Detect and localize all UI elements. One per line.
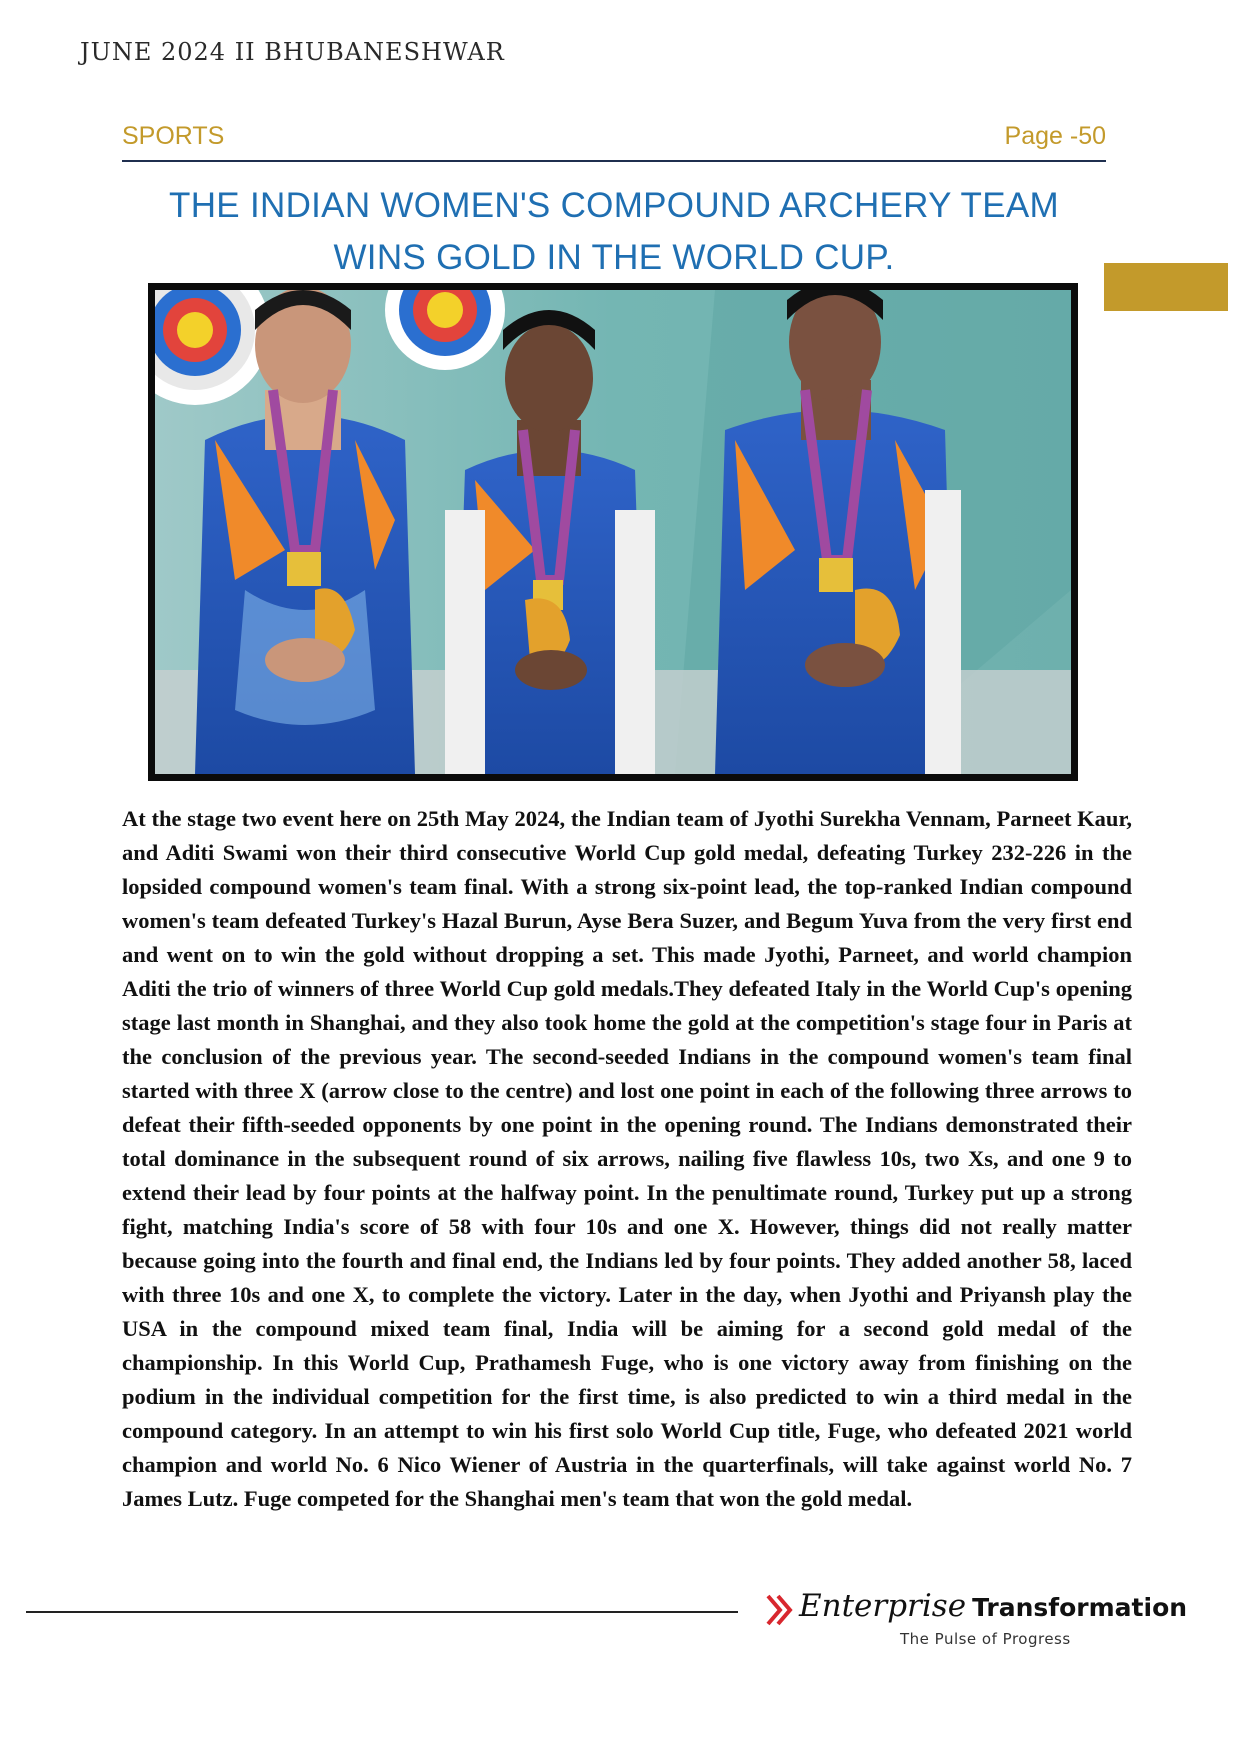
section-header bbox=[122, 122, 1106, 162]
article-headline bbox=[122, 180, 1106, 284]
headline-line-1: THE INDIAN WOMEN'S COMPOUND ARCHERY TEAM bbox=[169, 186, 1059, 225]
team-photo-illustration bbox=[155, 290, 1071, 774]
brand-name bbox=[799, 1588, 1187, 1624]
brand-logo bbox=[766, 1590, 1206, 1650]
brand-word-2: Transformation bbox=[972, 1593, 1188, 1622]
brand-word-1: Enterprise bbox=[799, 1588, 967, 1624]
team-photo bbox=[148, 283, 1078, 781]
section-label: SPORTS bbox=[122, 122, 225, 150]
article-body: At the stage two event here on 25th May 2024, the Indian team of Jyothi Surekha Vennam, Parneet Kaur, and Aditi Swami won their third consecutive World Cup gold medal, defeating Turkey 232-226 in the lopsided compound women's team final. With a strong six-point lead, the top-ranked Indian compound women's team defeated Turkey's Hazal Burun, Ayse Bera Suzer, and Begum Yuva from the very first end and went on to win the gold without dropping a set. This made Jyothi, Parneet, and world champion Aditi the trio of winners of three World Cup gold medals.They defeated Italy in the World Cup's opening stage last month in Shanghai, and they also took home the gold at the competition's stage four in Paris at the conclusion of the previous year. The second-seeded Indians in the compound women's team final started with three X (arrow close to the centre) and lost one point in each of the following three arrows to defeat their fifth-seeded opponents by one point in the opening round. The Indians demonstrated their total dominance in the subsequent round of six arrows, nailing five flawless 10s, two Xs, and one 9 to extend their lead by four points at the halfway point. In the penultimate round, Turkey put up a strong fight, matching India's score of 58 with four 10s and one X. However, things did not really matter because going into the fourth and final end, the Indians led by four points. They added another 58, laced with three 10s and one X, to complete the victory. Later in the day, when Jyothi and Priyansh play the USA in the compound mixed team final, India will be aiming for a second gold medal of the championship. In this World Cup, Prathamesh Fuge, who is one victory away from finishing on the podium in the individual competition for the first time, is also predicted to win a third medal in the compound category. In an attempt to win his first solo World Cup title, Fuge, who defeated 2021 world champion and world No. 6 Nico Wiener of Austria in the quarterfinals, will take against world No. 7 James Lutz. Fuge competed for the Shanghai men's team that won the gold medal. bbox=[122, 806, 1132, 1511]
gold-side-tab bbox=[1104, 263, 1228, 311]
page-number: Page -50 bbox=[1004, 122, 1106, 150]
headline-line-2: WINS GOLD IN THE WORLD CUP. bbox=[333, 238, 895, 277]
dateline: JUNE 2024 II BHUBANESHWAR bbox=[80, 38, 505, 66]
brand-tagline: The Pulse of Progress bbox=[900, 1630, 1071, 1648]
footer-rule bbox=[26, 1611, 738, 1613]
double-chevron-icon bbox=[766, 1594, 794, 1626]
